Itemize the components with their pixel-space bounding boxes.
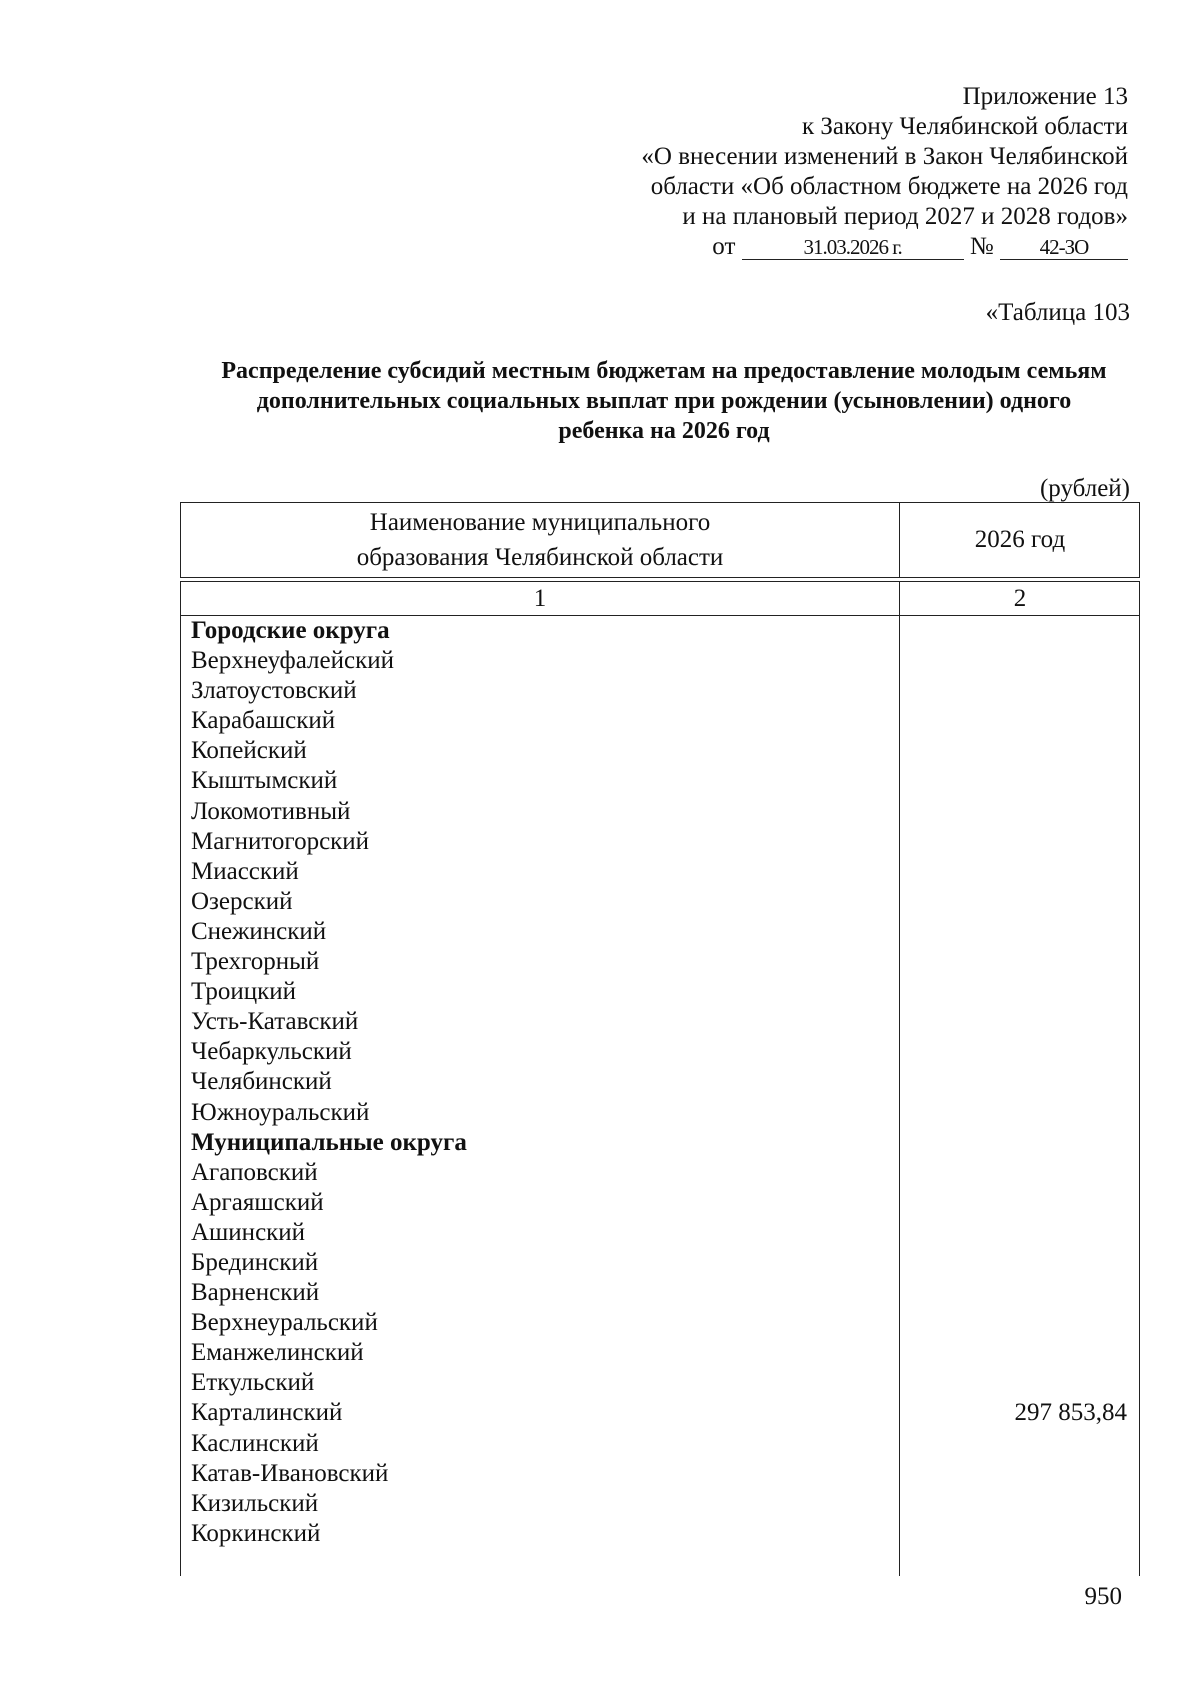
table-body <box>180 616 1140 1576</box>
appendix-block <box>641 82 1128 262</box>
table-row <box>181 827 1139 857</box>
section-row <box>181 616 1139 646</box>
municipality-name: Карталинский <box>191 1399 343 1427</box>
table-row <box>181 1519 1139 1549</box>
appendix-line: и на плановый период 2027 и 2028 годов» <box>682 203 1128 230</box>
municipality-name: Чебаркульский <box>191 1038 352 1066</box>
municipality-name: Трехгорный <box>191 948 320 976</box>
municipality-name: Усть-Катавский <box>191 1008 359 1036</box>
header-municipality-line2: образования Челябинской области <box>356 544 724 571</box>
table-row <box>181 887 1139 917</box>
table-row <box>181 1489 1139 1519</box>
header-municipality-line1: Наименование муниципального <box>369 509 711 536</box>
municipality-name: Троицкий <box>191 978 296 1006</box>
table-row <box>181 1037 1139 1067</box>
section-title: Муниципальные округа <box>191 1128 467 1156</box>
municipality-name: Карабашский <box>191 707 336 735</box>
appendix-line: к Закону Челябинской области <box>802 113 1128 140</box>
municipality-name: Ашинский <box>191 1218 306 1246</box>
appendix-line: «О внесении изменений в Закон Челябинской <box>641 143 1128 170</box>
table-row <box>181 977 1139 1007</box>
table-row <box>181 947 1139 977</box>
title-line: ребенка на 2026 год <box>558 418 770 444</box>
municipality-name: Озерский <box>191 887 293 915</box>
number-label: № <box>969 233 994 260</box>
from-label: от <box>712 233 736 260</box>
subsidy-amount: 297 853,84 <box>1014 1399 1127 1427</box>
page-number: 950 <box>1084 1583 1122 1610</box>
table-row <box>181 1308 1139 1338</box>
law-number: 42-ЗО <box>1000 235 1128 260</box>
table-row <box>181 1218 1139 1248</box>
table-row <box>181 1368 1139 1398</box>
municipality-name: Еманжелинский <box>191 1339 364 1367</box>
header-municipality <box>181 503 900 577</box>
municipality-name: Верхнеуральский <box>191 1309 378 1337</box>
municipality-name: Еткульский <box>191 1369 315 1397</box>
header-year: 2026 год <box>974 526 1066 553</box>
municipality-name: Копейский <box>191 737 307 765</box>
column-number-row <box>180 581 1140 616</box>
municipality-name: Каслинский <box>191 1429 319 1457</box>
municipality-name: Катав-Ивановский <box>191 1459 389 1487</box>
table-row <box>181 646 1139 676</box>
municipality-name: Кыштымский <box>191 767 338 795</box>
title-line: Распределение субсидий местным бюджетам на предоставление молодым семьям <box>221 358 1107 384</box>
subsidy-table <box>180 502 1140 1576</box>
municipality-name: Аргаяшский <box>191 1188 324 1216</box>
municipality-name: Коркинский <box>191 1519 321 1547</box>
table-row <box>181 1158 1139 1188</box>
municipality-name: Южноуральский <box>191 1098 370 1126</box>
table-row <box>181 1188 1139 1218</box>
table-row <box>181 917 1139 947</box>
municipality-name: Брединский <box>191 1248 319 1276</box>
table-row <box>181 1067 1139 1097</box>
column-number-1: 1 <box>181 582 900 615</box>
table-row <box>181 1278 1139 1308</box>
table-row <box>181 736 1139 766</box>
municipality-name: Агаповский <box>191 1158 318 1186</box>
table-row <box>181 766 1139 796</box>
table-row <box>181 1098 1139 1128</box>
table-row <box>181 706 1139 736</box>
municipality-name: Магнитогорский <box>191 827 370 855</box>
table-row <box>181 1429 1139 1459</box>
table-row <box>181 1459 1139 1489</box>
table-header <box>180 502 1140 578</box>
table-row <box>181 1338 1139 1368</box>
appendix-line: области «Об областном бюджете на 2026 год <box>650 173 1128 200</box>
municipality-name: Кизильский <box>191 1489 319 1517</box>
section-title: Городские округа <box>191 617 390 644</box>
title-line: дополнительных социальных выплат при рождении (усыновлении) одного <box>256 388 1072 414</box>
municipality-name: Миасский <box>191 857 299 885</box>
section-row <box>181 1128 1139 1158</box>
table-reference: «Таблица 103 <box>985 299 1130 326</box>
law-date-number-line <box>641 232 1128 262</box>
municipality-name: Варненский <box>191 1279 320 1307</box>
table-row <box>181 857 1139 887</box>
law-date: 31.03.2026 г. <box>742 235 964 260</box>
table-row <box>181 797 1139 827</box>
municipality-name: Челябинский <box>191 1068 332 1096</box>
municipality-name: Златоустовский <box>191 677 357 705</box>
table-row <box>181 676 1139 706</box>
appendix-line: Приложение 13 <box>962 83 1128 110</box>
table-row <box>181 1007 1139 1037</box>
column-number-2: 2 <box>1013 584 1027 612</box>
table-row <box>181 1398 1139 1428</box>
municipality-name: Верхнеуфалейский <box>191 647 394 675</box>
unit-label: (рублей) <box>1039 475 1130 502</box>
document-title <box>180 356 1148 446</box>
table-row <box>181 1248 1139 1278</box>
municipality-name: Снежинский <box>191 917 327 945</box>
municipality-name: Локомотивный <box>191 797 351 825</box>
